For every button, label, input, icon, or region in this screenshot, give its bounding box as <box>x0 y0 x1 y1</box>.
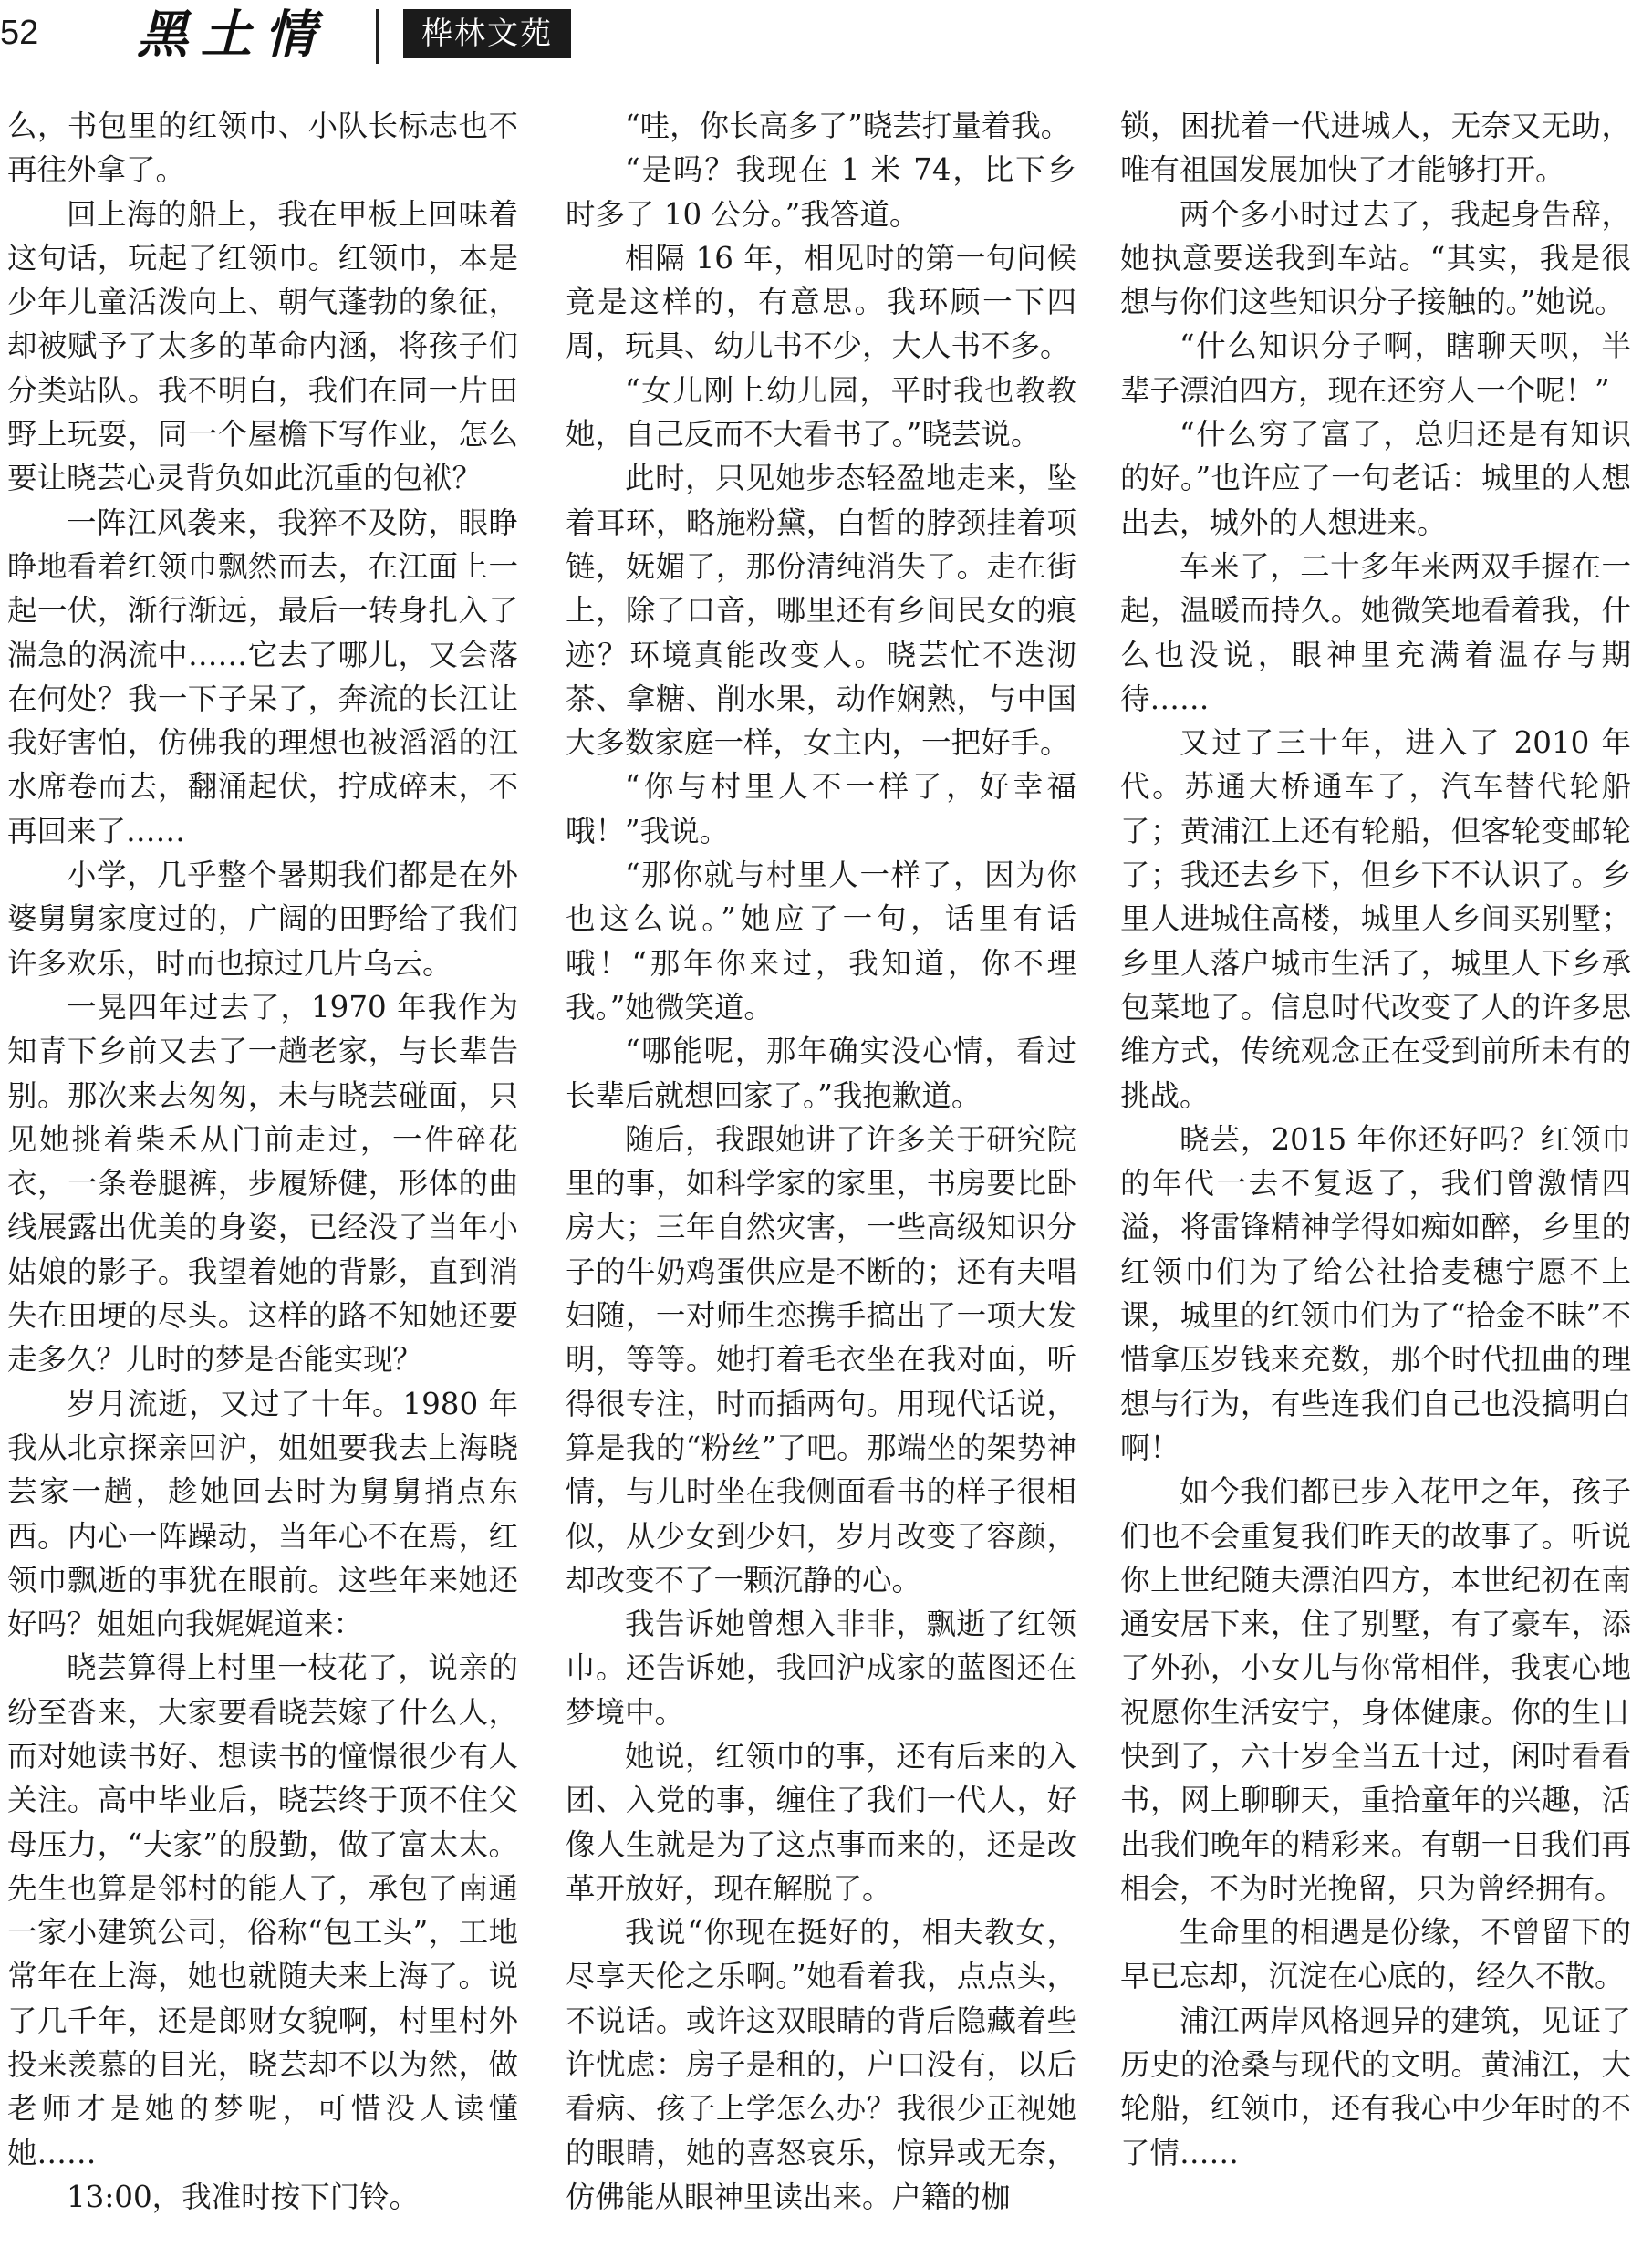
paragraph: 如今我们都已步入花甲之年，孩子们也不会重复我们昨天的故事了。听说你上世纪随夫漂泊四方，本世纪初在南通安居下来，住了别墅，有了豪车，添了外孙，小女儿与你常相伴，我衷心地祝愿你生活安宁，身体健康。你的生日快到了，六十岁全当五十过，闲时看看书，网上聊聊天，重拾童年的兴趣，活出我们晚年的精彩来。有朝一日我们再相会，不为时光挽留，只为曾经拥有。 <box>1120 1474 1631 1906</box>
article-column-3 <box>1120 104 1631 2175</box>
paragraph: 一阵江风袭来，我猝不及防，眼睁睁地看着红领巾飘然而去，在江面上一起一伏，渐行渐远，最后一转身扎入了湍急的涡流中……它去了哪儿，又会落在何处？我一下子呆了，奔流的长江让我好害怕，仿佛我的理想也被滔滔的江水席卷而去，翻涌起伏，拧成碎末，不再回来了…… <box>7 505 518 848</box>
article-column-1 <box>7 104 518 2219</box>
paragraph: “那你就与村里人一样了，因为你也这么说。”她应了一句，话里有话哦！“那年你来过，我知道，你不理我。”她微笑道。 <box>566 858 1076 1025</box>
paragraph: 晓芸，2015 年你还好吗？红领巾的年代一去不复返了，我们曾激情四溢，将雷锋精神学得如痴如醉，乡里的红领巾们为了给公社拾麦穗宁愿不上课，城里的红领巾们为了“拾金不昧”不惜拿压岁钱来充数，那个时代扭曲的理想与行为，有些连我们自己也没搞明白啊！ <box>1120 1121 1631 1465</box>
paragraph: 13:00，我准时按下门铃。 <box>67 2179 420 2214</box>
paragraph: 一晃四年过去了，1970 年我作为知青下乡前又去了一趟老家，与长辈告别。那次来去匆匆，未与晓芸碰面，只见她挑着柴禾从门前走过，一件碎花衣，一条卷腿裤，步履矫健，形体的曲线展露出优美的身姿，已经没了当年小姑娘的影子。我望着她的背影，直到消失在田埂的尽头。这样的路不知她还要走多久？儿时的梦是否能实现？ <box>7 989 518 1378</box>
paragraph: 两个多小时过去了，我起身告辞，她执意要送我到车站。“其实，我是很想与你们这些知识分子接触的。”她说。 <box>1120 196 1631 320</box>
paragraph: 相隔 16 年，相见时的第一句问候竟是这样的，有意思。我环顾一下四周，玩具、幼儿书不少，大人书不多。 <box>566 240 1076 364</box>
magazine-title-logo: 黑土情 <box>137 5 328 65</box>
header-divider <box>376 9 379 64</box>
page-header <box>0 0 1642 73</box>
section-tag: 桦林文苑 <box>403 9 571 58</box>
paragraph: 锁，困扰着一代进城人，无奈又无助，唯有祖国发展加快了才能够打开。 <box>1120 109 1631 188</box>
paragraph: “什么穷了富了，总归还是有知识的好。”也许应了一句老话：城里的人想出去，城外的人想进来。 <box>1120 417 1631 540</box>
paragraph: 此时，只见她步态轻盈地走来，坠着耳环，略施粉黛，白皙的脖颈挂着项链，妩媚了，那份清纯消失了。走在街上，除了口音，哪里还有乡间民女的痕迹？环境真能改变人。晓芸忙不迭沏茶、拿糖、削水果，动作娴熟，与中国大多数家庭一样，女主内，一把好手。 <box>566 461 1076 761</box>
paragraph: “哇，你长高多了”晓芸打量着我。 <box>625 109 1071 143</box>
page-number: 52 <box>0 14 39 52</box>
paragraph: 随后，我跟她讲了许多关于研究院里的事，如科学家的家里，书房要比卧房大；三年自然灾害，一些高级知识分子的牛奶鸡蛋供应是不断的；还有夫唱妇随，一对师生恋携手搞出了一项大发明，等等。她打着毛衣坐在我对面，听得很专注，时而插两句。用现代话说，算是我的“粉丝”了吧。那端坐的架势神情，与儿时坐在我侧面看书的样子很相似，从少女到少妇，岁月改变了容颜，却改变不了一颗沉静的心。 <box>566 1121 1076 1597</box>
paragraph: 我说“你现在挺好的，相夫教女，尽享天伦之乐啊。”她看着我，点点头，不说话。或许这双眼睛的背后隐藏着些许忧虑：房子是租的，户口没有，以后看病、孩子上学怎么办？我很少正视她的眼睛，她的喜怒哀乐，惊异或无奈，仿佛能从眼神里读出来。户籍的枷 <box>566 1915 1076 2214</box>
paragraph: 浦江两岸风格迥异的建筑，见证了历史的沧桑与现代的文明。黄浦江，大轮船，红领巾，还有我心中少年时的不了情…… <box>1120 2003 1631 2170</box>
paragraph: 小学，几乎整个暑期我们都是在外婆舅舅家度过的，广阔的田野给了我们许多欢乐，时而也掠过几片乌云。 <box>7 858 518 981</box>
paragraph: “什么知识分子啊，瞎聊天呗，半辈子漂泊四方，现在还穷人一个呢！” <box>1120 328 1631 408</box>
paragraph: “你与村里人不一样了，好幸福哦！”我说。 <box>566 769 1076 848</box>
paragraph: 生命里的相遇是份缘，不曾留下的早已忘却，沉淀在心底的，经久不散。 <box>1120 1915 1631 1994</box>
paragraph: “是吗？我现在 1 米 74，比下乡时多了 10 公分。”我答道。 <box>566 152 1076 232</box>
paragraph: 车来了，二十多年来两双手握在一起，温暖而持久。她微笑地看着我，什么也没说，眼神里充满着温存与期待…… <box>1120 548 1631 716</box>
paragraph: 又过了三十年，进入了 2010 年代。苏通大桥通车了，汽车替代轮船了；黄浦江上还有轮船，但客轮变邮轮了；我还去乡下，但乡下不认识了。乡里人进城住高楼，城里人乡间买别墅；乡里人落户城市生活了，城里人下乡承包菜地了。信息时代改变了人的许多思维方式，传统观念正在受到前所未有的挑战。 <box>1120 725 1631 1113</box>
paragraph: 回上海的船上，我在甲板上回味着这句话，玩起了红领巾。红领巾，本是少年儿童活泼向上、朝气蓬勃的象征，却被赋予了太多的革命内涵，将孩子们分类站队。我不明白，我们在同一片田野上玩耍，同一个屋檐下写作业，怎么要让晓芸心灵背负如此沉重的包袱？ <box>7 196 518 496</box>
paragraph: 么，书包里的红领巾、小队长标志也不再往外拿了。 <box>7 109 518 188</box>
paragraph: 我告诉她曾想入非非，飘逝了红领巾。还告诉她，我回沪成家的蓝图还在梦境中。 <box>566 1607 1076 1730</box>
paragraph: “女儿刚上幼儿园，平时我也教教她，自己反而不大看书了。”晓芸说。 <box>566 372 1076 453</box>
paragraph: 晓芸算得上村里一枝花了，说亲的纷至沓来，大家要看晓芸嫁了什么人，而对她读书好、想读书的憧憬很少有人关注。高中毕业后，晓芸终于顶不住父母压力，“夫家”的殷勤，做了富太太。先生也算是邻村的能人了，承包了南通一家小建筑公司，俗称“包工头”，工地常年在上海，她也就随夫来上海了。说了几千年，还是郎财女貌啊，村里村外投来羡慕的目光，晓芸却不以为然，做老师才是她的梦呢，可惜没人读懂她…… <box>7 1650 518 2170</box>
paragraph: 她说，红领巾的事，还有后来的入团、入党的事，缠住了我们一代人，好像人生就是为了这点事而来的，还是改革开放好，现在解脱了。 <box>566 1738 1076 1906</box>
paragraph: “哪能呢，那年确实没心情，看过长辈后就想回家了。”我抱歉道。 <box>566 1034 1076 1113</box>
paragraph: 岁月流逝，又过了十年。1980 年我从北京探亲回沪，姐姐要我去上海晓芸家一趟，趁她回去时为舅舅捎点东西。内心一阵躁动，当年心不在焉，红领巾飘逝的事犹在眼前。这些年来她还好吗？姐姐向我娓娓道来： <box>7 1386 518 1642</box>
article-column-2 <box>566 104 1076 2219</box>
